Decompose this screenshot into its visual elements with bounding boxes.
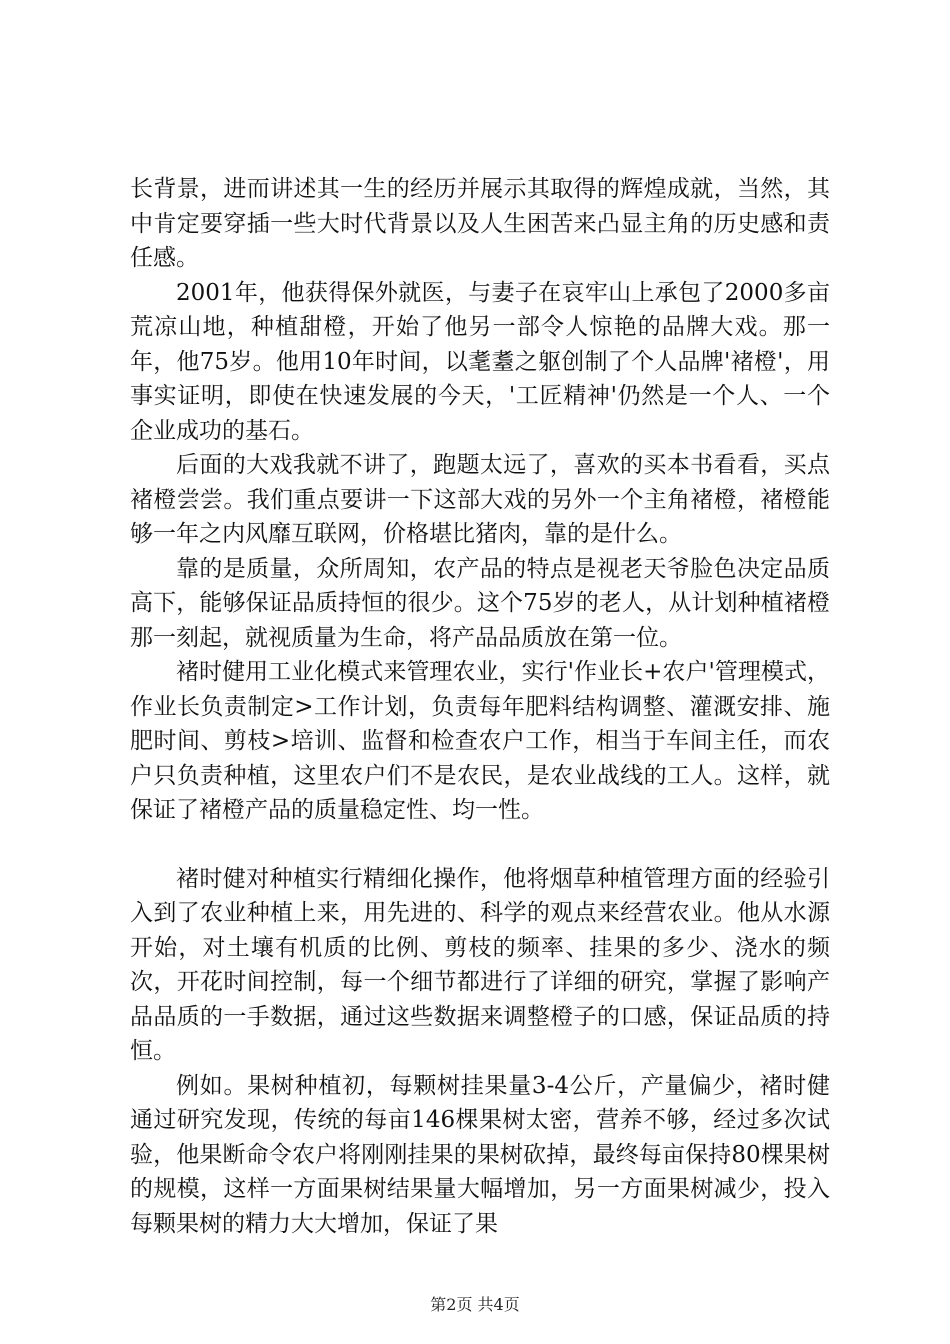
paragraph-5: 褚时健用工业化模式来管理农业，实行'作业长+农户'管理模式，作业长负责制定>工作计划，负责每年肥料结构调整、灌溉安排、施肥时间、剪枝>培训、监督和检查农户工作，相当于车间主任，而农户只负责种植，这里农户们不是农民，是农业战线的工人。这样，就保证了褚橙产品的质量稳定性、均一性。 — [130, 659, 830, 823]
paragraph-3: 后面的大戏我就不讲了，跑题太远了，喜欢的买本书看看，买点褚橙尝尝。我们重点要讲一下这部大戏的另外一个主角褚橙，褚橙能够一年之内风靡互联网，价格堪比猪肉，靠的是什么。 — [130, 452, 830, 547]
paragraph-6: 褚时健对种植实行精细化操作，他将烟草种植管理方面的经验引入到了农业种植上来，用先进的、科学的观点来经营农业。他从水源开始，对土壤有机质的比例、剪枝的频率、挂果的多少、浇水的频次，开花时间控制，每一个细节都进行了详细的研究，掌握了影响产品品质的一手数据，通过这些数据来调整橙子的口感，保证品质的持恒。 — [130, 865, 830, 1064]
paragraph-gap — [130, 828, 830, 862]
paragraph-1: 长背景，进而讲述其一生的经历并展示其取得的辉煌成就，当然，其中肯定要穿插一些大时代背景以及人生困苦来凸显主角的历史感和责任感。 — [130, 176, 830, 271]
paragraph-4: 靠的是质量，众所周知，农产品的特点是视老天爷脸色决定品质高下，能够保证品质持恒的很少。这个75岁的老人，从计划种植褚橙那一刻起，就视质量为生命，将产品品质放在第一位。 — [130, 555, 830, 651]
paragraph-7: 例如。果树种植初，每颗树挂果量3-4公斤，产量偏少，褚时健通过研究发现，传统的每亩146棵果树太密，营养不够，经过多次试验，他果断命令农户将刚刚挂果的果树砍掉，最终每亩保持80棵果树的规模，这样一方面果树结果量大幅增加，另一方面果树减少，投入每颗果树的精力大大增加，保证了果 — [130, 1072, 830, 1237]
page-number-footer: 第2页 共4页 — [430, 1295, 520, 1314]
paragraph-2: 2001年，他获得保外就医，与妻子在哀牢山上承包了2000多亩荒凉山地，种植甜橙，开始了他另一部令人惊艳的品牌大戏。那一年，他75岁。他用10年时间，以耄耋之躯创制了个人品牌'褚橙'，用事实证明，即使在快速发展的今天，'工匠精神'仍然是一个人、一个企业成功的基石。 — [130, 279, 830, 444]
document-body — [130, 172, 830, 1241]
